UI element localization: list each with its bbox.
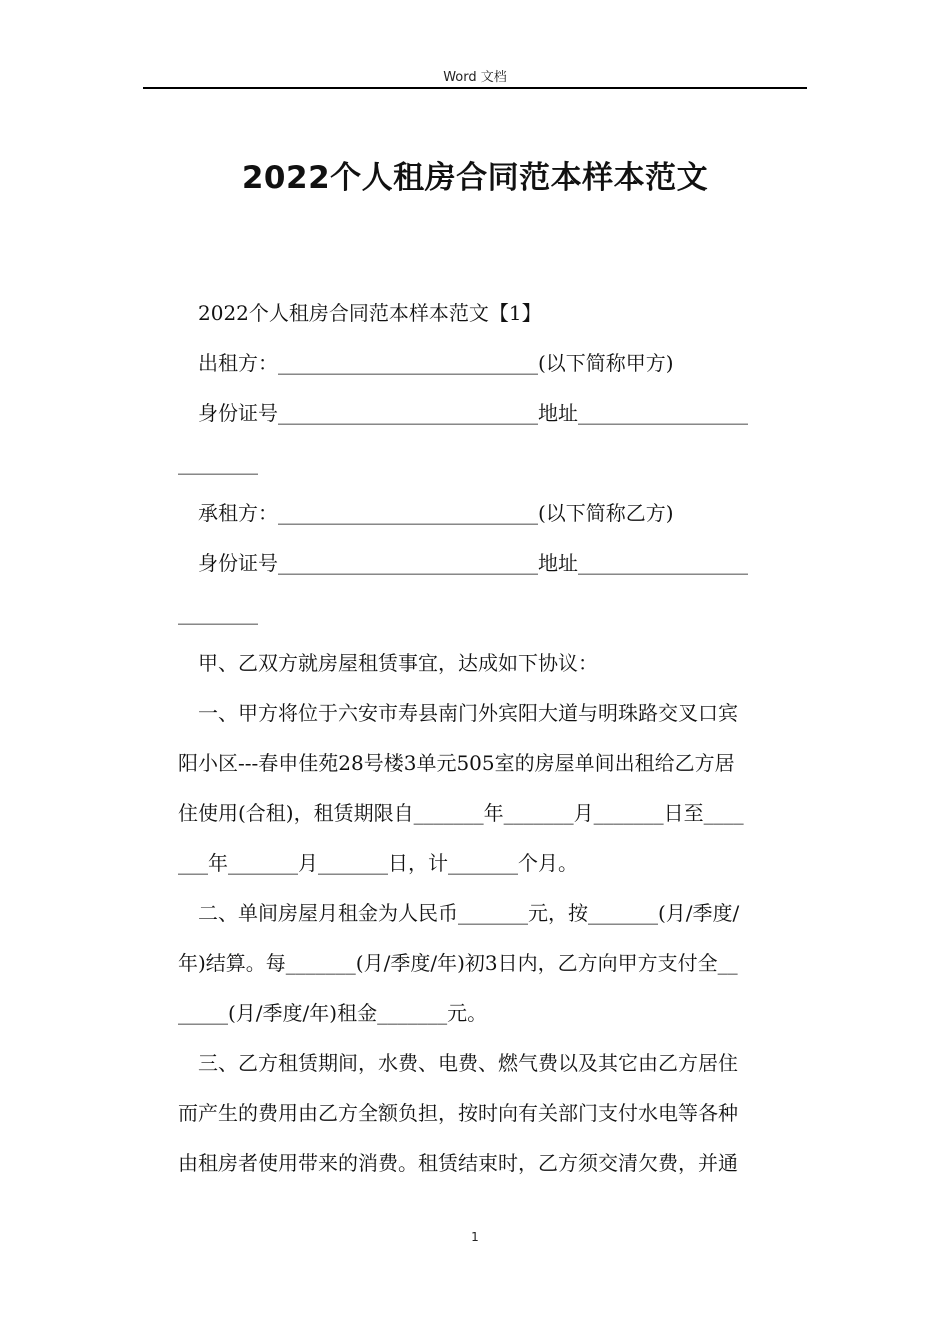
body-line-lessor-address-cont: ________	[178, 451, 258, 475]
body-line-clause-3-cont: 而产生的费用由乙方全额负担，按时向有关部门支付水电等各种	[178, 1101, 738, 1125]
document-title: 2022个人租房合同范本样本范文	[241, 160, 709, 196]
body-line-clause-2-cont: 年)结算。每_______(月/季度/年)初3日内，乙方向甲方支付全__	[178, 951, 738, 975]
body-line-lessee-address-cont: ________	[178, 601, 258, 625]
body-line-lessee-id: 身份证号__________________________地址_________________	[198, 551, 748, 575]
body-line-clause-3-cont: 由租房者使用带来的消费。租赁结束时，乙方须交清欠费，并通	[178, 1151, 738, 1175]
body-line-agreement: 甲、乙双方就房屋租赁事宜，达成如下协议：	[198, 651, 598, 675]
body-line-lessee: 承租方：__________________________(以下简称乙方)	[198, 501, 674, 525]
header-divider	[143, 87, 807, 89]
body-line-clause-1: 一、甲方将位于六安市寿县南门外宾阳大道与明珠路交叉口宾	[198, 701, 738, 725]
body-line-lessor: 出租方：__________________________(以下简称甲方)	[198, 351, 674, 375]
page-header-text: Word 文档	[443, 70, 507, 85]
body-line-clause-2-cont: _____(月/季度/年)租金_______元。	[178, 1001, 488, 1025]
body-line-clause-1-cont: 阳小区---春申佳苑28号楼3单元505室的房屋单间出租给乙方居	[178, 751, 735, 775]
document-body	[178, 288, 806, 1188]
body-line-clause-1-cont: ___年_______月_______日，计_______个月。	[178, 851, 578, 875]
body-line-clause-3: 三、乙方租赁期间，水费、电费、燃气费以及其它由乙方居住	[198, 1051, 738, 1075]
body-line-clause-1-cont: 住使用(合租)，租赁期限自_______年_______月_______日至____	[178, 801, 744, 825]
body-line-clause-2: 二、单间房屋月租金为人民币_______元，按_______(月/季度/	[198, 901, 740, 925]
page-number: 1	[471, 1230, 479, 1244]
body-line-lessor-id: 身份证号__________________________地址_________________	[198, 401, 748, 425]
body-line-heading: 2022个人租房合同范本样本范文【1】	[198, 301, 542, 325]
